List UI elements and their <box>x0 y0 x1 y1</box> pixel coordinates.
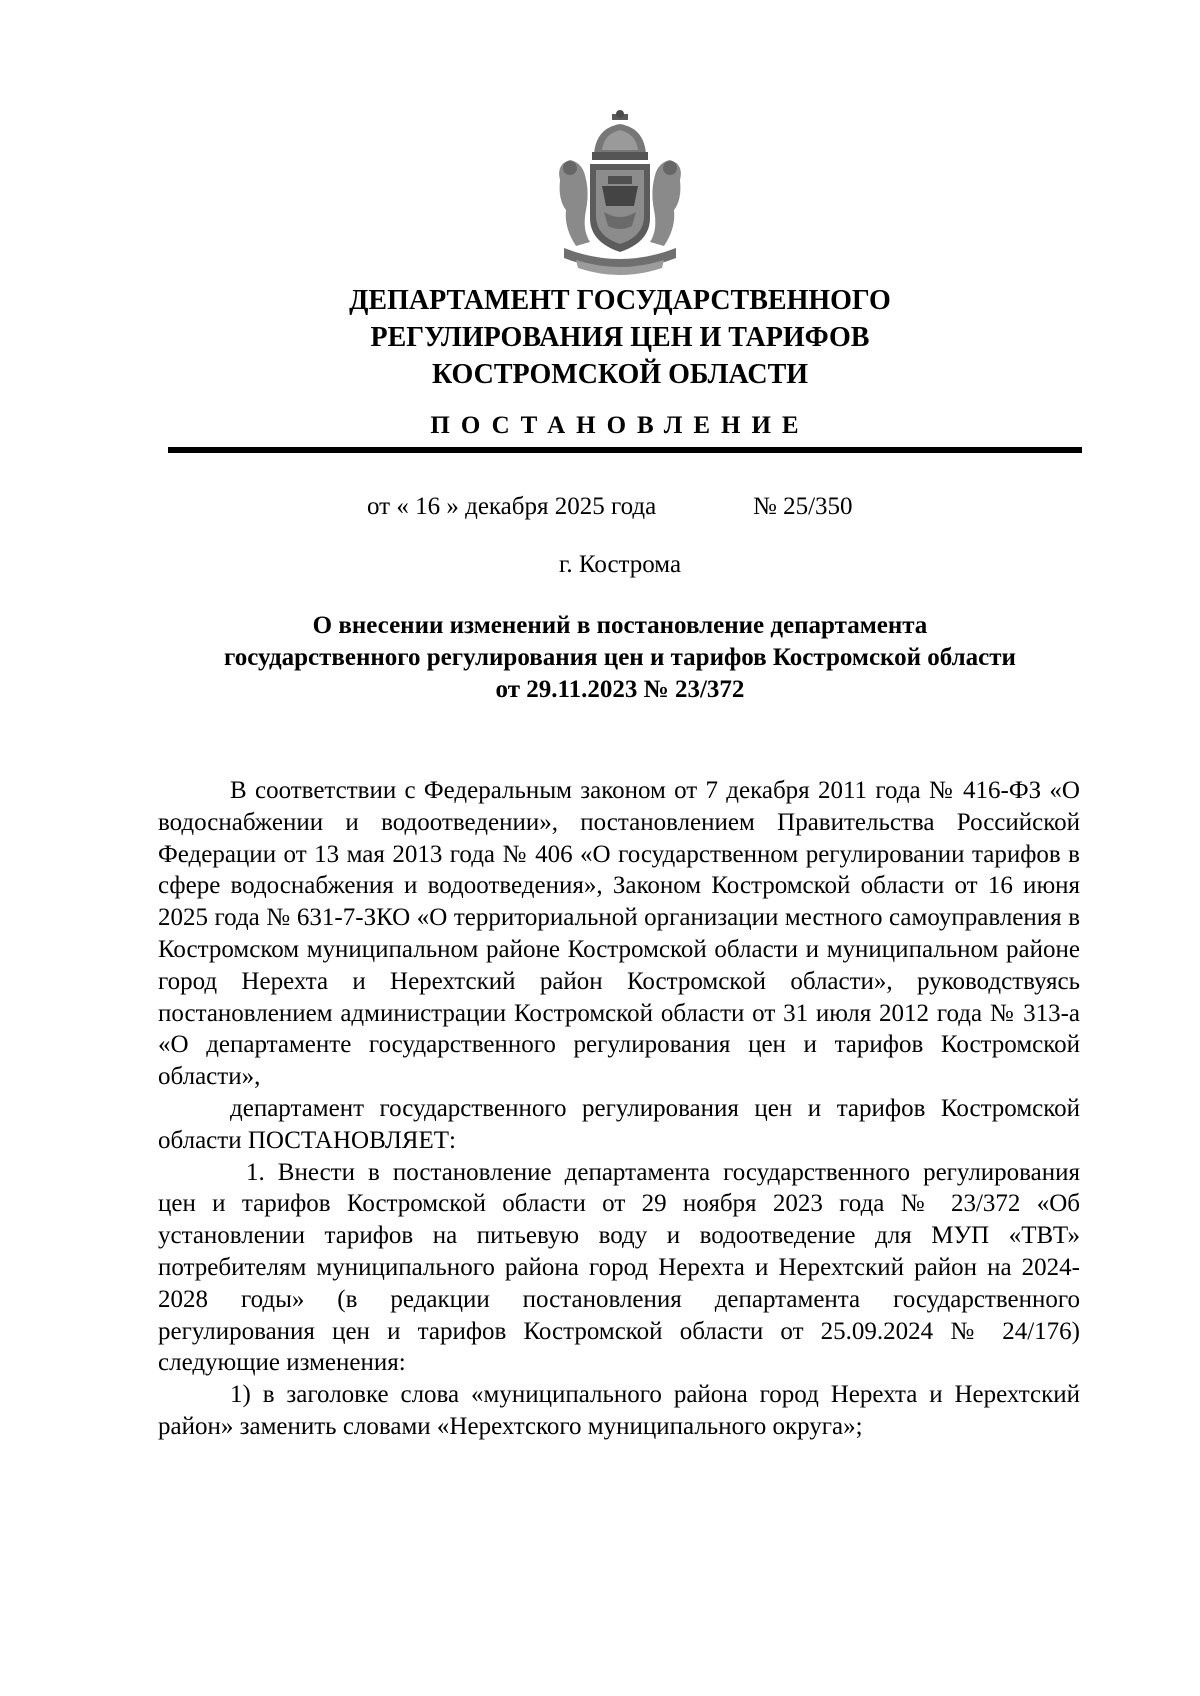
department-name <box>160 282 1080 393</box>
header-divider <box>168 447 1082 453</box>
department-line: РЕГУЛИРОВАНИЯ ЦЕН И ТАРИФОВ <box>370 322 870 353</box>
document-date: от « 16 » декабря 2025 года <box>367 493 657 520</box>
document-title <box>150 610 1090 706</box>
coat-of-arms-icon <box>550 110 690 275</box>
document-city: г. Кострома <box>558 551 682 578</box>
title-line: государственного регулирования цен и тарифов Костромской области <box>224 644 1016 671</box>
document-type: ПОСТАНОВЛЕНИЕ <box>430 412 810 439</box>
date-number-line <box>0 493 1200 525</box>
document-body <box>158 775 1080 1443</box>
department-line: КОСТРОМСКОЙ ОБЛАСТИ <box>431 359 809 390</box>
title-line: О внесении изменений в постановление департамента <box>312 612 928 639</box>
title-line: от 29.11.2023 № 23/372 <box>495 676 745 703</box>
resolution-paragraph: департамент государственного регулирования цен и тарифов Костромской области ПОСТАНОВЛЯЕТ: <box>158 1094 1080 1154</box>
clause-1-paragraph: 1. Внести в постановление департамента государственного регулирования цен и тарифов Костромской области от 29 ноября 2023 года № 23/372 «Об установлении тарифов на питьевую воду и водоотведение для МУП «ТВТ» потребителям муниципального района город Нерехта и Нерехтский район на 2024-2028 годы» (в редакции постановления департамента государственного регулирования цен и тарифов Костромской области от 25.09.2024 № 24/176) следующие изменения: <box>158 1158 1080 1377</box>
document-number: № 25/350 <box>753 493 853 520</box>
department-line: ДЕПАРТАМЕНТ ГОСУДАРСТВЕННОГО <box>349 285 891 316</box>
preamble-paragraph: В соответствии с Федеральным законом от 7 декабря 2011 года № 416-ФЗ «О водоснабжении и водоотведении», постановлением Правительства Российской Федерации от 13 мая 2013 года № 406 «О государственном регулировании тарифов в сфере водоснабжения и водоотведения», Законом Костромской области от 16 июня 2025 года № 631-7-ЗКО «О территориальной организации местного самоуправления в Костромском муниципальном районе Костромской области и муниципальном районе город Нерехта и Нерехтский район Костромской области», руководствуясь постановлением администрации Костромской области от 31 июля 2012 года № 313-а «О департаменте государственного регулирования цен и тарифов Костромской области», <box>158 777 1080 1091</box>
subclause-1-paragraph: 1) в заголовке слова «муниципального района город Нерехта и Нерехтский район» заменить словами «Нерехтского муниципального округа»; <box>158 1381 1080 1440</box>
